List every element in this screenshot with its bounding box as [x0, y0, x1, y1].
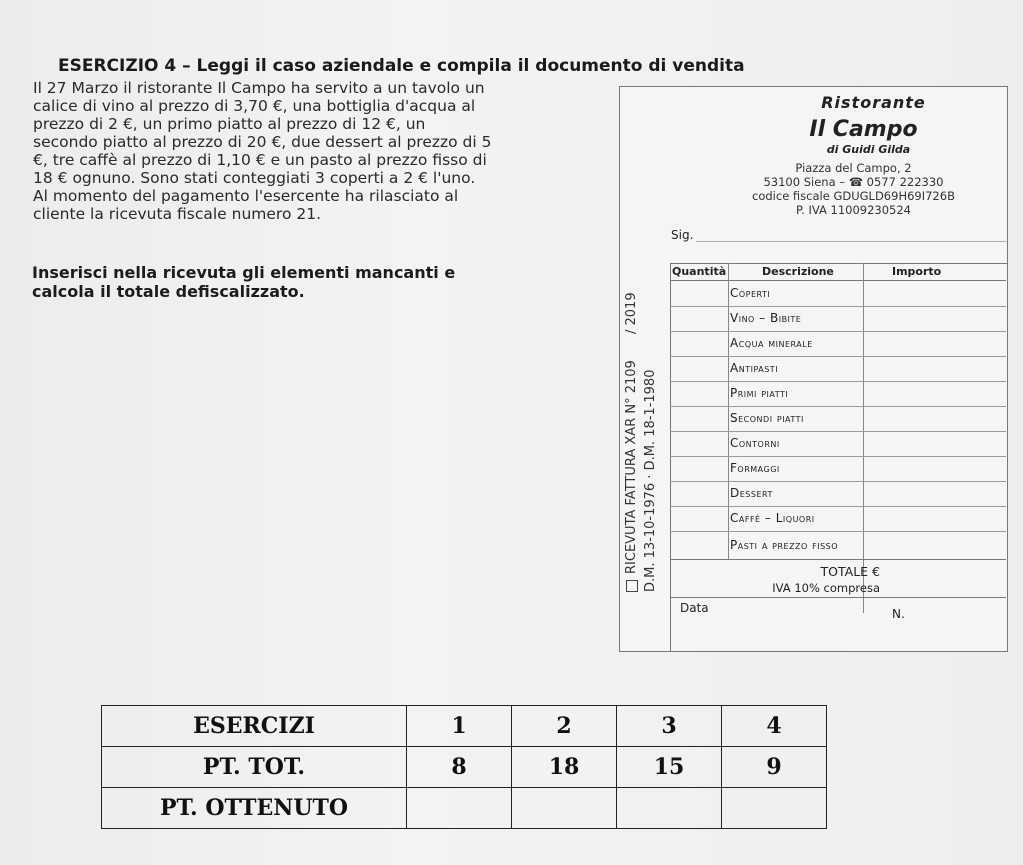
total-label: TOTALE € — [820, 564, 880, 579]
case-line: cliente la ricevuta fiscale numero 21. — [33, 205, 322, 223]
item-starters: Antipasti — [730, 361, 779, 375]
table-row — [102, 747, 827, 788]
receipt-form — [619, 86, 1008, 652]
case-line: prezzo di 2 €, un primo piatto al prezzo di 12 €, un — [33, 115, 426, 133]
restaurant-label: Ristorante — [821, 93, 926, 112]
column-header-quantity: Quantità — [672, 265, 727, 278]
case-line: Il 27 Marzo il ristorante Il Campo ha servito a un tavolo un — [33, 79, 485, 97]
score-cell: 15 — [617, 747, 722, 788]
score-cell: 1 — [407, 706, 512, 747]
column-divider — [728, 263, 729, 559]
spacer — [863, 597, 864, 615]
side-text-line: D.M. 13-10-1976 · D.M. 18-1-1980 — [643, 369, 658, 592]
receipt-side-text — [622, 232, 666, 592]
score-table — [101, 705, 827, 829]
case-line: secondo piatto al prezzo di 20 €, due dessert al prezzo di 5 — [33, 133, 492, 151]
date-label: Data — [680, 601, 709, 615]
side-text-line — [622, 232, 641, 592]
score-cell: 8 — [407, 747, 512, 788]
row-line — [670, 306, 1006, 307]
restaurant-owner: di Guidi Gilda — [826, 143, 911, 156]
instruction-line: calcola il totale defiscalizzato. — [32, 282, 305, 301]
score-cell: 3 — [617, 706, 722, 747]
row-line — [670, 356, 1006, 357]
receipt-year: / 2019 — [624, 292, 639, 334]
row-line — [670, 597, 1006, 598]
score-cell: 9 — [722, 747, 827, 788]
restaurant-city-phone: 53100 Siena – ☎ 0577 222330 — [763, 175, 944, 189]
checkbox-icon[interactable] — [626, 580, 638, 592]
instruction-line: Inserisci nella ricevuta gli elementi mancanti e — [32, 263, 456, 282]
item-side-dishes: Contorni — [730, 436, 780, 450]
customer-label: Sig. — [671, 228, 694, 242]
score-cell: 18 — [512, 747, 617, 788]
restaurant-tax-code: codice fiscale GDUGLD69H69I726B — [752, 189, 955, 203]
exercise-title: ESERCIZIO 4 – Leggi il caso aziendale e compila il documento di vendita — [58, 56, 745, 76]
case-line: €, tre caffè al prezzo di 1,10 € e un pasto al prezzo fisso di — [33, 151, 487, 169]
item-mineral-water: Acqua minerale — [730, 336, 813, 350]
table-row — [102, 706, 827, 747]
column-header-amount: Importo — [892, 265, 942, 278]
instructions — [32, 263, 592, 301]
row-line — [670, 481, 1006, 482]
column-divider — [863, 263, 864, 613]
row-line — [670, 506, 1006, 507]
item-first-courses: Primi piatti — [730, 386, 789, 400]
row-line — [670, 381, 1006, 382]
column-header-description: Descrizione — [762, 265, 834, 278]
score-cell-input[interactable] — [617, 788, 722, 829]
row-line — [670, 431, 1006, 432]
score-row-label: ESERCIZI — [102, 706, 407, 747]
case-description — [33, 79, 593, 223]
case-line: Al momento del pagamento l'esercente ha rilasciato al — [33, 187, 459, 205]
header-divider — [670, 280, 1006, 281]
score-cell: 2 — [512, 706, 617, 747]
score-cell-input[interactable] — [512, 788, 617, 829]
table-row — [102, 788, 827, 829]
item-cheeses: Formaggi — [730, 461, 780, 475]
item-covers: Coperti — [730, 286, 771, 300]
item-second-courses: Secondi piatti — [730, 411, 804, 425]
row-line — [670, 531, 1006, 532]
row-line — [670, 406, 1006, 407]
row-line — [670, 559, 1006, 560]
restaurant-name: Il Campo — [809, 117, 918, 142]
item-wine-drinks: Vino – Bibite — [730, 311, 802, 325]
score-row-label: PT. OTTENUTO — [102, 788, 407, 829]
row-line — [670, 456, 1006, 457]
customer-line — [696, 241, 1006, 242]
restaurant-address: Piazza del Campo, 2 — [795, 161, 912, 175]
number-label: N. — [892, 607, 905, 621]
case-line: calice di vino al prezzo di 3,70 €, una bottiglia d'acqua al — [33, 97, 476, 115]
score-cell-input[interactable] — [407, 788, 512, 829]
row-line — [670, 331, 1006, 332]
score-cell-input[interactable] — [722, 788, 827, 829]
vat-label: IVA 10% compresa — [772, 581, 880, 595]
score-row-label: PT. TOT. — [102, 747, 407, 788]
item-coffee-liquors: Caffè – Liquori — [730, 511, 815, 525]
case-line: 18 € ognuno. Sono stati conteggiati 3 coperti a 2 € l'uno. — [33, 169, 476, 187]
item-desserts: Dessert — [730, 486, 773, 500]
item-fixed-price-meals: Pasti a prezzo fisso — [730, 538, 839, 552]
score-cell: 4 — [722, 706, 827, 747]
restaurant-vat-number: P. IVA 11009230524 — [796, 203, 911, 217]
receipt-number-label: RICEVUTA FATTURA XAR N° 2109 — [624, 360, 639, 574]
